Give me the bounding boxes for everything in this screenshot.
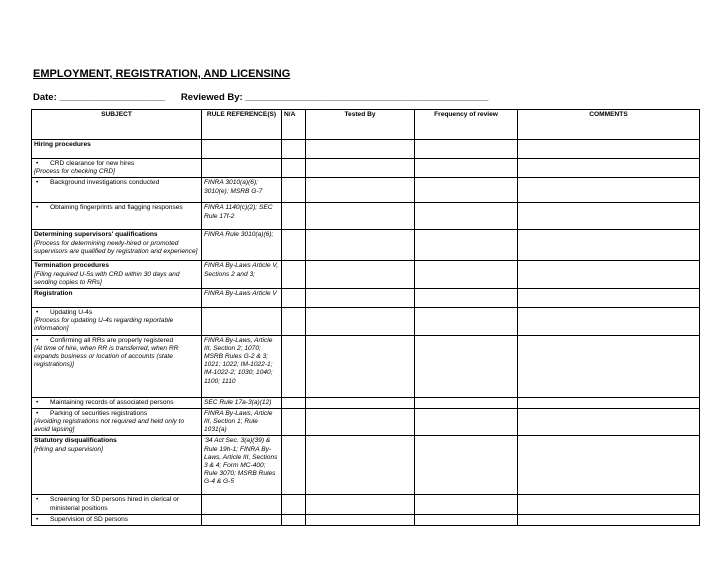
rule-reference-cell — [202, 514, 282, 525]
frequency-cell[interactable] — [415, 261, 518, 289]
na-cell[interactable] — [282, 495, 306, 514]
col-tested-by: Tested By — [306, 110, 415, 140]
rule-reference-cell: FINRA 3010(a)(6); 3010(e); MSRB G-7 — [202, 178, 282, 203]
col-frequency: Frequency of review — [415, 110, 518, 140]
bullet-icon: • — [36, 336, 39, 344]
col-na: N/A — [282, 110, 306, 140]
subject-cell — [32, 408, 202, 436]
bullet-item — [34, 204, 199, 212]
bullet-icon: • — [36, 515, 39, 523]
table-row — [32, 514, 700, 525]
frequency-cell[interactable] — [415, 159, 518, 178]
subject-note: [Process for updating U-4s regarding reportable information] — [34, 317, 174, 333]
comments-cell[interactable] — [518, 230, 700, 261]
subject-note: [Process for determining newly-hired or promoted supervisors are qualified by registration and experience] — [34, 239, 198, 255]
rule-reference-cell: '34 Act Sec. 3(a)(39) & Rule 19h-1; FINRA By-Laws, Article III, Sections 3 & 4; Form MC-400; Rule 3070; MSRB Rules G-4 & G-5 — [202, 436, 282, 495]
frequency-cell[interactable] — [415, 514, 518, 525]
frequency-cell[interactable] — [415, 140, 518, 159]
table-row — [32, 140, 700, 159]
comments-cell[interactable] — [518, 140, 700, 159]
rule-reference-cell: FINRA By-Laws, Article III, Section 2; 1070; MSRB Rules G-2 & 3; 1021; 1022; IM-1022-1; IM-1022-2; 1030; 1040; 1100; 1110 — [202, 335, 282, 397]
subject-text: Background investigations conducted — [50, 179, 160, 187]
subject-text: Parking of securities registrations — [50, 409, 148, 417]
reviewed-by-field: Reviewed By: ______________________________________________ — [180, 92, 489, 103]
comments-cell[interactable] — [518, 308, 700, 336]
comments-cell[interactable] — [518, 203, 700, 230]
tested-by-cell[interactable] — [306, 261, 415, 289]
subject-text: Screening for SD persons hired in clerical or ministerial positions — [50, 496, 180, 512]
tested-by-cell[interactable] — [306, 203, 415, 230]
table-row — [32, 308, 700, 336]
bullet-item — [34, 160, 199, 168]
bullet-item — [34, 516, 199, 524]
col-rule-references: RULE REFERENCE(S) — [202, 110, 282, 140]
na-cell[interactable] — [282, 203, 306, 230]
rule-reference-cell: FINRA By-Laws, Article III, Section 1; Rule 1031(a) — [202, 408, 282, 436]
table-row — [32, 159, 700, 178]
frequency-cell[interactable] — [415, 178, 518, 203]
subject-cell — [32, 203, 202, 230]
na-cell[interactable] — [282, 436, 306, 495]
frequency-cell[interactable] — [415, 397, 518, 408]
na-cell[interactable] — [282, 514, 306, 525]
frequency-cell[interactable] — [415, 230, 518, 261]
table-row — [32, 289, 700, 308]
rule-reference-cell: FINRA Rule 3010(a)(6); — [202, 230, 282, 261]
tested-by-cell[interactable] — [306, 289, 415, 308]
subject-cell — [32, 495, 202, 514]
bullet-icon: • — [36, 409, 39, 417]
frequency-cell[interactable] — [415, 495, 518, 514]
bullet-item — [34, 337, 199, 345]
tested-by-cell[interactable] — [306, 495, 415, 514]
subject-cell — [32, 261, 202, 289]
frequency-cell[interactable] — [415, 203, 518, 230]
tested-by-cell[interactable] — [306, 436, 415, 495]
subject-cell — [32, 308, 202, 336]
subject-cell — [32, 289, 202, 308]
bullet-item — [34, 309, 199, 317]
na-cell[interactable] — [282, 159, 306, 178]
table-row — [32, 397, 700, 408]
bullet-item — [34, 399, 199, 407]
comments-cell[interactable] — [518, 514, 700, 525]
subject-text: Updating U-4s — [50, 309, 93, 317]
tested-by-cell[interactable] — [306, 140, 415, 159]
subject-heading: Statutory disqualifications — [34, 437, 117, 445]
comments-cell[interactable] — [518, 436, 700, 495]
na-cell[interactable] — [282, 308, 306, 336]
comments-cell[interactable] — [518, 335, 700, 397]
subject-cell — [32, 230, 202, 261]
subject-text: Confirming all RRs are properly registered — [50, 336, 174, 344]
subject-cell — [32, 436, 202, 495]
comments-cell[interactable] — [518, 261, 700, 289]
date-field: Date: ____________________ — [33, 92, 166, 103]
table-row — [32, 408, 700, 436]
comments-cell[interactable] — [518, 397, 700, 408]
subject-text: Supervision of SD persons — [50, 515, 129, 523]
na-cell[interactable] — [282, 178, 306, 203]
bullet-icon: • — [36, 398, 39, 406]
bullet-icon: • — [36, 204, 39, 212]
table-row — [32, 436, 700, 495]
comments-cell[interactable] — [518, 289, 700, 308]
bullet-item — [34, 496, 199, 512]
subject-heading: Hiring procedures — [34, 141, 91, 148]
na-cell[interactable] — [282, 397, 306, 408]
subject-text: Obtaining fingerprints and flagging responses — [50, 204, 183, 212]
tested-by-cell[interactable] — [306, 159, 415, 178]
frequency-cell[interactable] — [415, 408, 518, 436]
bullet-icon: • — [36, 160, 39, 167]
bullet-item — [34, 410, 199, 418]
rule-reference-cell — [202, 140, 282, 159]
frequency-cell[interactable] — [415, 289, 518, 308]
subject-heading: Registration — [34, 290, 73, 298]
table-row — [32, 230, 700, 261]
tested-by-cell[interactable] — [306, 397, 415, 408]
rule-reference-cell — [202, 159, 282, 178]
frequency-cell[interactable] — [415, 308, 518, 336]
subject-cell — [32, 178, 202, 203]
document-title: EMPLOYMENT, REGISTRATION, AND LICENSING — [33, 68, 291, 80]
comments-cell[interactable] — [518, 495, 700, 514]
subject-note: [Filing required U-5s with CRD within 30 days and sending copies to RRs] — [34, 270, 180, 286]
subject-cell — [32, 335, 202, 397]
table-row — [32, 178, 700, 203]
tested-by-cell[interactable] — [306, 178, 415, 203]
tested-by-cell[interactable] — [306, 230, 415, 261]
bullet-item — [34, 179, 199, 187]
bullet-icon: • — [36, 309, 39, 317]
subject-note: [Process for checking CRD] — [34, 168, 115, 176]
bullet-icon: • — [36, 496, 39, 504]
frequency-cell[interactable] — [415, 436, 518, 495]
subject-text: Maintaining records of associated persons — [50, 398, 174, 406]
subject-heading: Determining supervisors' qualifications — [34, 231, 158, 239]
comments-cell[interactable] — [518, 408, 700, 436]
tested-by-cell[interactable] — [306, 308, 415, 336]
rule-reference-cell: FINRA 1140(c)(2); SEC Rule 17f-2 — [202, 203, 282, 230]
tested-by-cell[interactable] — [306, 408, 415, 436]
subject-text: CRD clearance for new hires — [50, 160, 135, 167]
subject-cell — [32, 140, 202, 159]
subject-note: [Avoiding registrations not required and held only to avoid lapsing] — [34, 418, 185, 434]
rule-reference-cell — [202, 495, 282, 514]
comments-cell[interactable] — [518, 178, 700, 203]
tested-by-cell[interactable] — [306, 335, 415, 397]
table-row — [32, 203, 700, 230]
table-row — [32, 495, 700, 514]
subject-note: [Hiring and supervision] — [34, 445, 103, 453]
frequency-cell[interactable] — [415, 335, 518, 397]
table-row — [32, 335, 700, 397]
subject-cell — [32, 514, 202, 525]
tested-by-cell[interactable] — [306, 514, 415, 525]
rule-reference-cell: FINRA By-Laws Article V — [202, 289, 282, 308]
table-row — [32, 261, 700, 289]
na-cell[interactable] — [282, 140, 306, 159]
subject-note: [At time of hire, when RR is transferred, when RR expands business or location of accounts (state registrations)] — [34, 344, 179, 369]
bullet-icon: • — [36, 179, 39, 187]
na-cell[interactable] — [282, 335, 306, 397]
subject-cell — [32, 159, 202, 178]
date-reviewed-line — [33, 92, 488, 103]
rule-reference-cell: SEC Rule 17a-3(a)(12) — [202, 397, 282, 408]
na-cell[interactable] — [282, 261, 306, 289]
subject-heading: Termination procedures — [34, 262, 109, 270]
col-subject: SUBJECT — [32, 110, 202, 140]
na-cell[interactable] — [282, 289, 306, 308]
rule-reference-cell: FINRA By-Laws Article V, Sections 2 and 3; — [202, 261, 282, 289]
na-cell[interactable] — [282, 408, 306, 436]
na-cell[interactable] — [282, 230, 306, 261]
rule-reference-cell — [202, 308, 282, 336]
subject-cell — [32, 397, 202, 408]
comments-cell[interactable] — [518, 159, 700, 178]
checklist-table — [31, 109, 700, 526]
col-comments: COMMENTS — [518, 110, 700, 140]
